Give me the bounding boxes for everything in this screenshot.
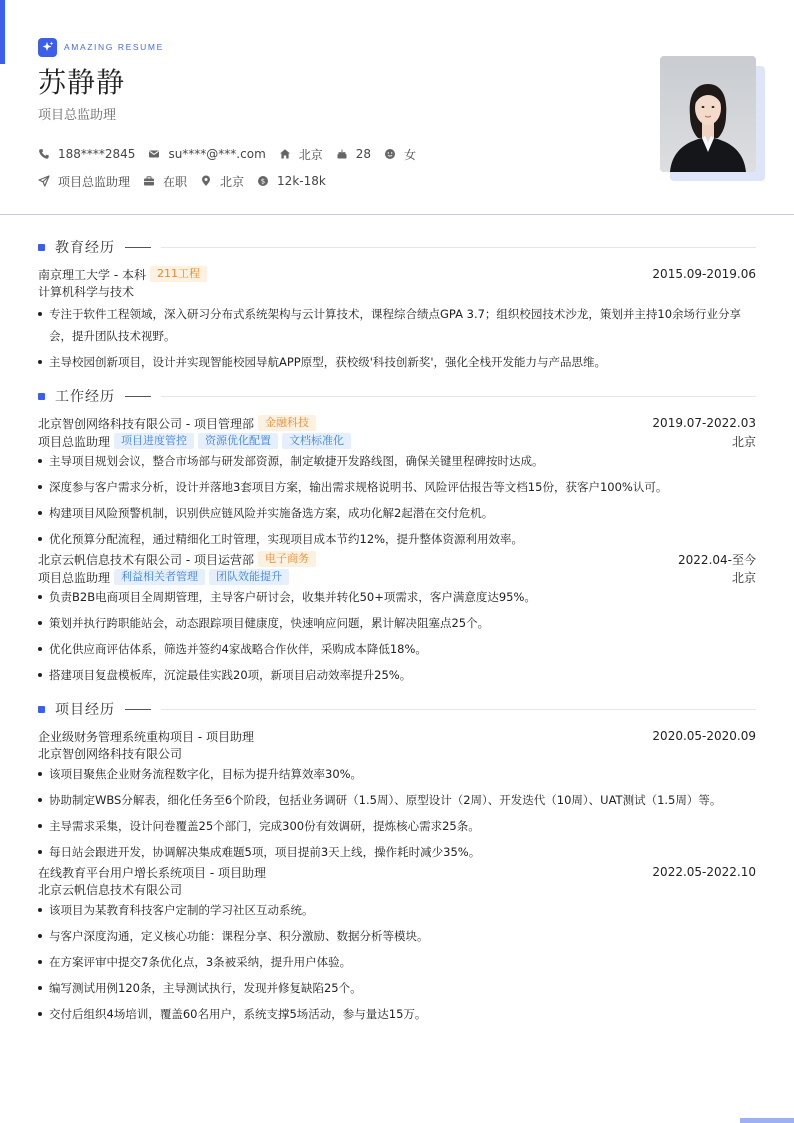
work-role-left bbox=[38, 433, 351, 450]
list-item: 该项目聚焦企业财务流程数字化，目标为提升结算效率30%。 bbox=[38, 763, 756, 785]
list-item: 搭建项目复盘模板库，沉淀最佳实践20项，新项目启动效率提升25%。 bbox=[38, 664, 756, 686]
location-pin-icon bbox=[200, 175, 212, 187]
section-work-header bbox=[38, 381, 756, 411]
list-item: 在方案评审中提交7条优化点，3条被采纳，提升用户体验。 bbox=[38, 951, 756, 973]
list-item: 交付后组织4场培训，覆盖60名用户，系统支撑5场活动，参与量达15万。 bbox=[38, 1003, 756, 1025]
list-item: 每日站会跟进开发，协调解决集成难题5项，项目提前3天上线，操作耗时减少35%。 bbox=[38, 841, 756, 863]
header-divider bbox=[0, 214, 794, 215]
section-rule-long bbox=[161, 709, 756, 710]
position-info bbox=[38, 173, 130, 190]
brand-text: AMAZING RESUME bbox=[64, 42, 164, 52]
sparkle-icon bbox=[38, 38, 57, 57]
salary-info bbox=[257, 174, 326, 188]
location-text: 北京 bbox=[220, 174, 245, 189]
company-name: 北京智创网络科技有限公司 - 项目管理部 bbox=[38, 416, 254, 431]
location-info bbox=[200, 173, 244, 190]
section-rule-short bbox=[125, 709, 151, 710]
project-entry-row bbox=[38, 863, 756, 881]
phone-text: 188****2845 bbox=[58, 147, 136, 161]
school-name: 南京理工大学 - 本科 bbox=[38, 267, 146, 282]
section-rule-long bbox=[161, 247, 756, 248]
project-entry bbox=[38, 727, 756, 863]
work-role-row bbox=[38, 432, 756, 450]
list-item: 策划并执行跨职能站会，动态跟踪项目健康度，快速响应问题，累计解决阻塞点25个。 bbox=[38, 612, 756, 634]
section-rule-long bbox=[161, 396, 756, 397]
industry-tag: 电子商务 bbox=[258, 551, 316, 567]
cake-icon bbox=[336, 148, 348, 160]
send-icon bbox=[38, 175, 50, 187]
list-item: 专注于软件工程领域，深入研习分布式系统架构与云计算技术，课程综合绩点GPA 3.7；组织校园技术沙龙，策划并主持10余场行业分享会，提升团队技术视野。 bbox=[38, 303, 756, 347]
education-entry-row bbox=[38, 265, 756, 283]
list-item: 该项目为某教育科技客户定制的学习社区互动系统。 bbox=[38, 899, 756, 921]
work-city: 北京 bbox=[731, 570, 756, 585]
list-item: 优化供应商评估体系，筛选并签约4家战略合作伙伴，采购成本降低18%。 bbox=[38, 638, 756, 660]
school-tag: 211工程 bbox=[150, 266, 207, 282]
industry-tag: 金融科技 bbox=[258, 415, 316, 431]
project-entry bbox=[38, 863, 756, 1025]
list-item: 协助制定WBS分解表，细化任务至6个阶段，包括业务调研（1.5周）、原型设计（2周）、开发迭代（10周）、UAT测试（1.5周）等。 bbox=[38, 789, 756, 811]
list-item: 负责B2B电商项目全周期管理，主导客户研讨会，收集并转化50+项需求，客户满意度达95%。 bbox=[38, 586, 756, 608]
work-bullets bbox=[38, 586, 756, 686]
candidate-title: 项目总监助理 bbox=[38, 108, 117, 123]
gender-text: 女 bbox=[404, 147, 417, 162]
skill-tag: 项目进度管控 bbox=[114, 433, 194, 449]
work-entry-left bbox=[38, 551, 316, 568]
status-info bbox=[143, 173, 187, 190]
briefcase-icon bbox=[143, 175, 155, 187]
candidate-name: 苏静静 bbox=[38, 66, 126, 99]
accent-bar bbox=[0, 0, 5, 64]
list-item: 主导需求采集，设计问卷覆盖25个部门，完成300份有效调研，提炼核心需求25条。 bbox=[38, 815, 756, 837]
svg-text:$: $ bbox=[260, 177, 266, 186]
work-role-row bbox=[38, 568, 756, 586]
list-item: 编写测试用例120条，主导测试执行，发现并修复缺陷25个。 bbox=[38, 977, 756, 999]
email-info bbox=[148, 147, 265, 161]
age-info bbox=[336, 147, 371, 161]
project-date: 2022.05-2022.10 bbox=[652, 865, 756, 879]
work-date: 2019.07-2022.03 bbox=[652, 416, 756, 430]
skill-tag: 团队效能提升 bbox=[209, 569, 289, 585]
resume-body bbox=[38, 232, 756, 1029]
project-date: 2020.05-2020.09 bbox=[652, 729, 756, 743]
role-name: 项目总监助理 bbox=[38, 570, 111, 585]
work-entry-left bbox=[38, 415, 316, 432]
gender-info bbox=[384, 146, 416, 163]
section-dot-icon bbox=[38, 393, 45, 400]
education-date: 2015.09-2019.06 bbox=[652, 267, 756, 281]
work-entry bbox=[38, 414, 756, 550]
age-text: 28 bbox=[355, 147, 372, 161]
education-entry-left bbox=[38, 266, 207, 283]
position-text: 项目总监助理 bbox=[58, 174, 131, 189]
contact-row bbox=[38, 145, 416, 163]
email-text: su****@***.com bbox=[168, 147, 266, 161]
work-role-left bbox=[38, 569, 289, 586]
resume-header bbox=[38, 38, 756, 188]
section-education-header bbox=[38, 232, 756, 262]
list-item: 深度参与客户需求分析，设计并落地3套项目方案，输出需求规格说明书、风险评估报告等文档15份，获客户100%认可。 bbox=[38, 476, 756, 498]
money-icon bbox=[257, 175, 269, 187]
role-name: 项目总监助理 bbox=[38, 434, 111, 449]
status-text: 在职 bbox=[163, 174, 188, 189]
project-name: 在线教育平台用户增长系统项目 - 项目助理 bbox=[38, 865, 266, 880]
work-entry-row bbox=[38, 550, 756, 568]
work-entry bbox=[38, 550, 756, 686]
project-bullets bbox=[38, 763, 756, 863]
skill-tag: 利益相关者管理 bbox=[114, 569, 205, 585]
section-dot-icon bbox=[38, 706, 45, 713]
mail-icon bbox=[148, 148, 160, 160]
project-company: 北京云帆信息技术有限公司 bbox=[38, 883, 183, 897]
project-bullets bbox=[38, 899, 756, 1025]
city-info bbox=[279, 146, 323, 163]
education-bullets bbox=[38, 303, 756, 373]
list-item: 与客户深度沟通，定义核心功能：课程分享、积分激励、数据分析等模块。 bbox=[38, 925, 756, 947]
list-item: 主导校园创新项目，设计并实现智能校园导航APP原型，获校级'科技创新奖'，强化全栈开发能力与产品思维。 bbox=[38, 351, 756, 373]
brand bbox=[38, 38, 756, 56]
section-rule-short bbox=[125, 396, 151, 397]
section-title: 项目经历 bbox=[55, 702, 115, 718]
work-date: 2022.04-至今 bbox=[678, 552, 756, 567]
salary-text: 12k-18k bbox=[277, 174, 326, 188]
city-text: 北京 bbox=[298, 147, 323, 162]
work-entry-row bbox=[38, 414, 756, 432]
section-projects-header bbox=[38, 694, 756, 724]
skill-tag: 文档标准化 bbox=[282, 433, 351, 449]
list-item: 主导项目规划会议，整合市场部与研发部资源，制定敏捷开发路线图，确保关键里程碑按时达成。 bbox=[38, 450, 756, 472]
section-title: 工作经历 bbox=[55, 389, 115, 405]
work-city: 北京 bbox=[731, 434, 756, 449]
corner-bar bbox=[740, 1118, 794, 1123]
project-company: 北京智创网络科技有限公司 bbox=[38, 747, 183, 761]
home-icon bbox=[279, 148, 291, 160]
skill-tag: 资源优化配置 bbox=[198, 433, 278, 449]
profile-photo bbox=[660, 56, 756, 172]
list-item: 优化预算分配流程，通过精细化工时管理，实现项目成本节约12%，提升整体资源利用效率。 bbox=[38, 528, 756, 550]
phone-info bbox=[38, 147, 135, 161]
section-rule-short bbox=[125, 247, 151, 248]
company-name: 北京云帆信息技术有限公司 - 项目运营部 bbox=[38, 552, 254, 567]
education-entry bbox=[38, 265, 756, 373]
list-item: 构建项目风险预警机制，识别供应链风险并实施备选方案，成功化解2起潜在交付危机。 bbox=[38, 502, 756, 524]
major: 计算机科学与技术 bbox=[38, 285, 135, 299]
work-bullets bbox=[38, 450, 756, 550]
section-title: 教育经历 bbox=[55, 240, 115, 256]
phone-icon bbox=[38, 148, 50, 160]
project-name: 企业级财务管理系统重构项目 - 项目助理 bbox=[38, 729, 254, 744]
project-entry-row bbox=[38, 727, 756, 745]
intent-row bbox=[38, 172, 326, 190]
section-dot-icon bbox=[38, 244, 45, 251]
smiley-icon bbox=[384, 148, 396, 160]
